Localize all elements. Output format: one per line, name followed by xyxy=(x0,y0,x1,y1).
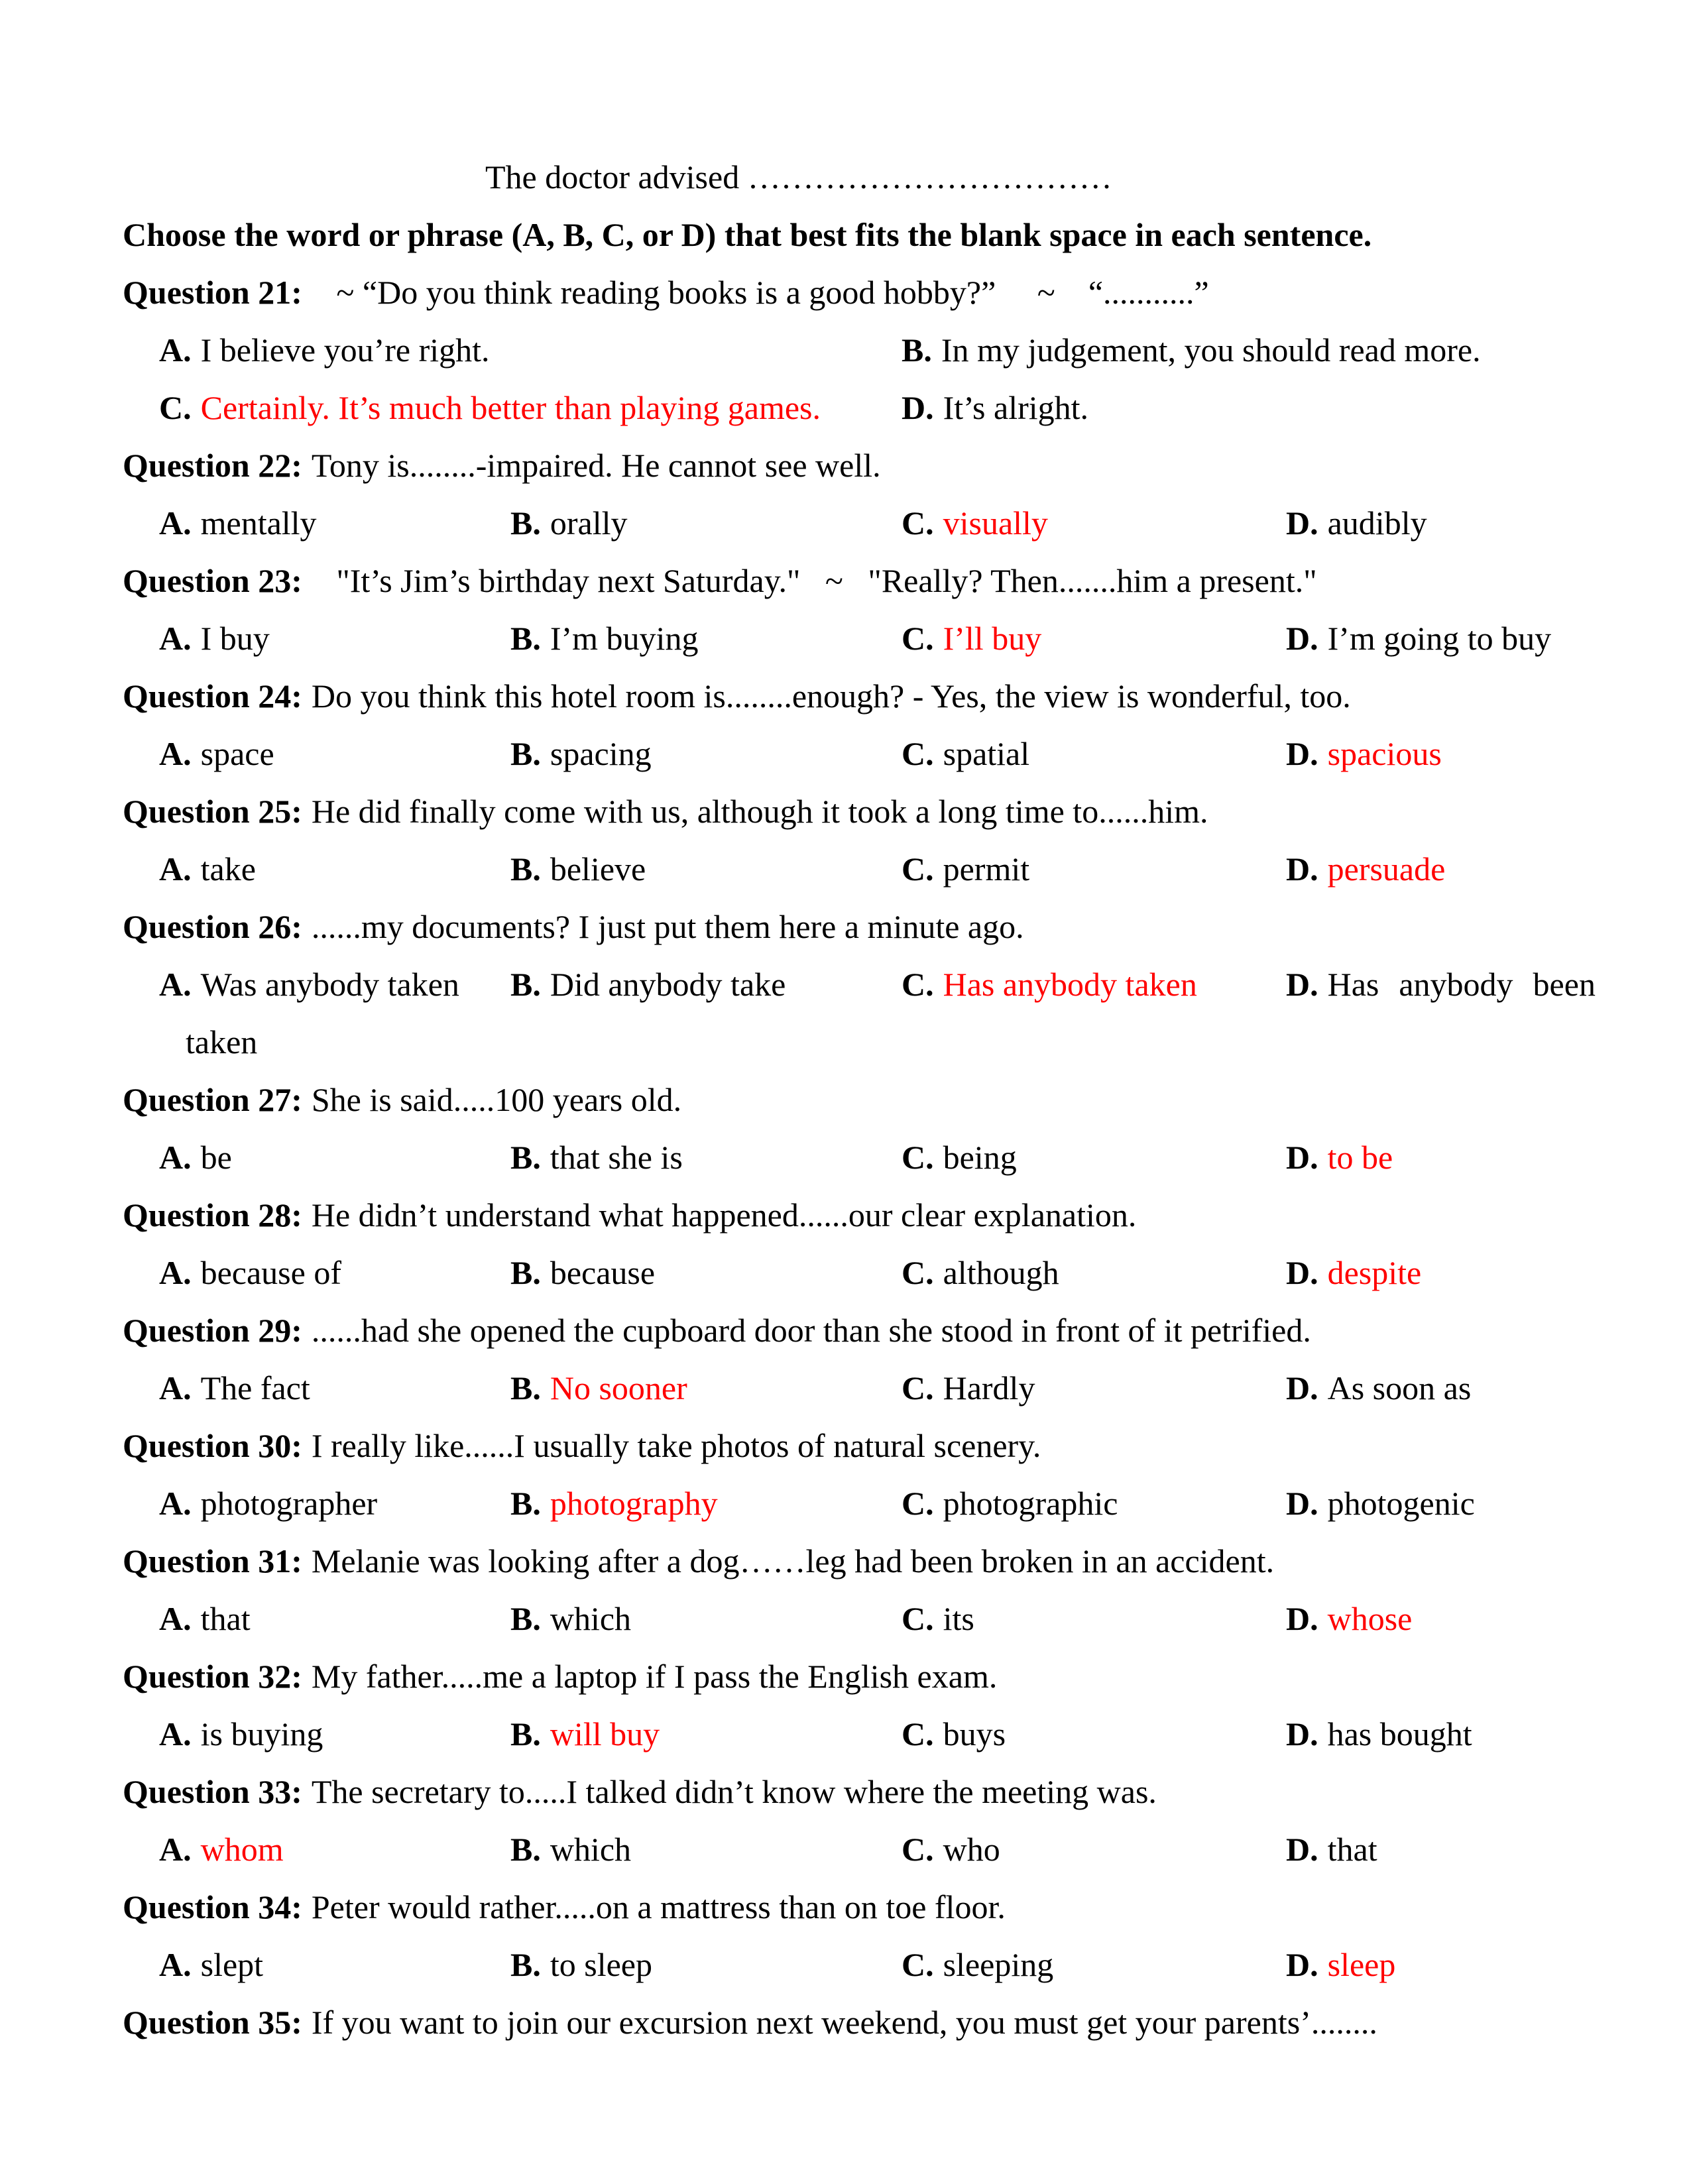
question-26 xyxy=(123,898,1638,956)
option-label: D. xyxy=(1286,504,1318,542)
option-c xyxy=(902,494,1048,552)
option-label: C. xyxy=(902,620,934,657)
option-text-correct: to be xyxy=(1327,1139,1393,1176)
question-label: Question 23: xyxy=(123,562,302,599)
option-label: B. xyxy=(510,1831,541,1868)
option-label: D. xyxy=(1286,1946,1318,1983)
question-24 xyxy=(123,667,1638,725)
option-text: that xyxy=(1327,1831,1377,1868)
option-text: permit xyxy=(943,850,1030,888)
question-text: He didn’t understand what happened......our clear explanation. xyxy=(311,1196,1137,1234)
question-21-options-row-1 xyxy=(123,321,1638,379)
question-22 xyxy=(123,437,1638,494)
question-31-options xyxy=(123,1590,1638,1648)
option-text-correct: I’ll buy xyxy=(943,620,1042,657)
option-label: B. xyxy=(510,966,541,1003)
option-b xyxy=(510,494,628,552)
option-label: C. xyxy=(902,504,934,542)
question-28 xyxy=(123,1186,1638,1244)
option-b xyxy=(510,1590,631,1648)
question-label: Question 30: xyxy=(123,1427,302,1464)
option-label: B. xyxy=(510,620,541,657)
option-text: photographer xyxy=(200,1485,378,1522)
option-b xyxy=(510,1936,652,1994)
option-label: C. xyxy=(902,850,934,888)
option-text: The fact xyxy=(200,1369,310,1407)
option-label: B. xyxy=(510,1254,541,1291)
option-b xyxy=(510,1359,687,1417)
option-label: B. xyxy=(510,850,541,888)
option-b xyxy=(510,725,652,783)
option-text: I’m buying xyxy=(550,620,699,657)
option-label: B. xyxy=(510,1715,541,1753)
option-c xyxy=(902,1244,1059,1302)
question-30 xyxy=(123,1417,1638,1475)
option-label: D. xyxy=(1286,1485,1318,1522)
option-label: C. xyxy=(902,1946,934,1983)
option-c xyxy=(902,1590,974,1648)
option-text: audibly xyxy=(1327,504,1427,542)
option-text: I buy xyxy=(200,620,270,657)
question-text: Do you think this hotel room is........enough? - Yes, the view is wonderful, too. xyxy=(311,677,1351,715)
option-label: D. xyxy=(1286,850,1318,888)
instruction-heading xyxy=(123,206,1638,264)
option-text: believe xyxy=(550,850,646,888)
option-label: C. xyxy=(902,1139,934,1176)
option-d xyxy=(1286,840,1445,898)
option-b xyxy=(902,321,1481,379)
option-text-correct: will buy xyxy=(550,1715,660,1753)
option-text-correct: visually xyxy=(943,504,1048,542)
option-text: photogenic xyxy=(1327,1485,1475,1522)
option-label: A. xyxy=(159,1600,192,1637)
option-text: sleeping xyxy=(943,1946,1054,1983)
option-a xyxy=(159,1129,232,1186)
option-text: Did anybody take xyxy=(550,966,786,1003)
question-text: I really like......I usually take photos of natural scenery. xyxy=(311,1427,1041,1464)
option-text: orally xyxy=(550,504,628,542)
question-label: Question 28: xyxy=(123,1196,302,1234)
question-text: If you want to join our excursion next weekend, you must get your parents’........ xyxy=(311,2004,1377,2041)
question-25 xyxy=(123,783,1638,840)
option-label: C. xyxy=(902,1715,934,1753)
question-34-options xyxy=(123,1936,1638,1994)
question-22-options xyxy=(123,494,1638,552)
option-label: C. xyxy=(902,1485,934,1522)
option-text: mentally xyxy=(200,504,317,542)
question-26-options xyxy=(123,956,1638,1013)
option-label: D. xyxy=(1286,735,1318,772)
question-text: My father.....me a laptop if I pass the English exam. xyxy=(311,1658,998,1695)
option-label: A. xyxy=(159,620,192,657)
option-text: to sleep xyxy=(550,1946,652,1983)
question-label: Question 21: xyxy=(123,274,302,311)
option-a xyxy=(159,840,256,898)
option-d xyxy=(1286,610,1551,667)
question-26-option-d-continuation xyxy=(123,1013,1638,1071)
question-text: Peter would rather.....on a mattress than on toe floor. xyxy=(311,1888,1006,1925)
option-c xyxy=(902,1705,1006,1763)
option-label: C. xyxy=(902,1600,934,1637)
option-c xyxy=(159,379,821,437)
option-label: A. xyxy=(159,1369,192,1407)
option-d xyxy=(1286,1821,1377,1878)
option-text: Has anybody been xyxy=(1327,966,1596,1003)
option-label: A. xyxy=(159,850,192,888)
option-text: photographic xyxy=(943,1485,1118,1522)
option-label: B. xyxy=(510,504,541,542)
option-d xyxy=(1286,1129,1393,1186)
option-d xyxy=(1286,725,1442,783)
option-text: It’s alright. xyxy=(943,389,1089,426)
option-label: B. xyxy=(902,331,932,369)
option-label: A. xyxy=(159,1946,192,1983)
question-28-options xyxy=(123,1244,1638,1302)
option-label: A. xyxy=(159,1139,192,1176)
question-label: Question 27: xyxy=(123,1081,302,1118)
option-label: D. xyxy=(1286,1600,1318,1637)
option-text-correct: sleep xyxy=(1327,1946,1396,1983)
option-label: C. xyxy=(902,1254,934,1291)
option-label: D. xyxy=(1286,1831,1318,1868)
option-a xyxy=(159,1244,341,1302)
question-21-options-row-2 xyxy=(123,379,1638,437)
question-label: Question 32: xyxy=(123,1658,302,1695)
option-text: who xyxy=(943,1831,1000,1868)
option-text-correct: spacious xyxy=(1327,735,1442,772)
option-label: D. xyxy=(1286,1369,1318,1407)
question-35 xyxy=(123,1994,1638,2051)
option-b xyxy=(510,1475,718,1532)
question-label: Question 24: xyxy=(123,677,302,715)
question-33 xyxy=(123,1763,1638,1821)
option-label: D. xyxy=(1286,1139,1318,1176)
question-label: Question 26: xyxy=(123,908,302,945)
header-continuation-text: The doctor advised …………………………… xyxy=(485,158,1112,196)
option-text: buys xyxy=(943,1715,1006,1753)
question-27 xyxy=(123,1071,1638,1129)
option-text-correct: persuade xyxy=(1327,850,1446,888)
option-text-correct: whom xyxy=(200,1831,284,1868)
question-25-options xyxy=(123,840,1638,898)
option-text: I’m going to buy xyxy=(1327,620,1552,657)
option-text: that she is xyxy=(550,1139,683,1176)
option-d xyxy=(1286,1936,1395,1994)
option-text: I believe you’re right. xyxy=(200,331,490,369)
question-label: Question 35: xyxy=(123,2004,302,2041)
question-text: Tony is........-impaired. He cannot see well. xyxy=(311,447,881,484)
option-label: C. xyxy=(902,1369,934,1407)
option-b xyxy=(510,610,698,667)
option-text: take xyxy=(200,850,256,888)
option-label: C. xyxy=(902,966,934,1003)
option-label: D. xyxy=(1286,620,1318,657)
question-text: ~ “Do you think reading books is a good hobby?” ~ “...........” xyxy=(311,274,1209,311)
option-b xyxy=(510,956,786,1013)
option-a xyxy=(159,610,270,667)
option-text: because xyxy=(550,1254,656,1291)
option-d xyxy=(902,379,1088,437)
option-label: B. xyxy=(510,735,541,772)
option-text: slept xyxy=(200,1946,264,1983)
option-text-correct: whose xyxy=(1327,1600,1413,1637)
option-a xyxy=(159,321,490,379)
option-label: B. xyxy=(510,1139,541,1176)
header-continuation-line xyxy=(123,148,1638,206)
question-29-options xyxy=(123,1359,1638,1417)
option-d xyxy=(1286,1244,1421,1302)
option-c xyxy=(902,1359,1035,1417)
option-label: A. xyxy=(159,1254,192,1291)
option-label: B. xyxy=(510,1485,541,1522)
option-text: In my judgement, you should read more. xyxy=(941,331,1481,369)
option-b xyxy=(510,1244,655,1302)
question-text: ......had she opened the cupboard door than she stood in front of it petrified. xyxy=(311,1312,1311,1349)
question-text: "It’s Jim’s birthday next Saturday." ~ "Really? Then.......him a present." xyxy=(311,562,1317,599)
option-label: B. xyxy=(510,1946,541,1983)
option-label: A. xyxy=(159,504,192,542)
option-c xyxy=(902,1936,1053,1994)
question-32-options xyxy=(123,1705,1638,1763)
option-label: D. xyxy=(1286,1254,1318,1291)
option-d xyxy=(1286,1475,1475,1532)
question-27-options xyxy=(123,1129,1638,1186)
option-c xyxy=(902,725,1029,783)
option-c xyxy=(902,840,1029,898)
option-c xyxy=(902,956,1197,1013)
option-label: C. xyxy=(902,1831,934,1868)
option-c xyxy=(902,1821,1000,1878)
option-label: D. xyxy=(1286,1715,1318,1753)
option-text-correct: photography xyxy=(550,1485,718,1522)
option-text-correct: Has anybody taken xyxy=(943,966,1197,1003)
option-text: is buying xyxy=(200,1715,323,1753)
option-label: D. xyxy=(902,389,934,426)
question-text: She is said.....100 years old. xyxy=(311,1081,682,1118)
option-a xyxy=(159,1359,310,1417)
question-label: Question 29: xyxy=(123,1312,302,1349)
option-text: although xyxy=(943,1254,1059,1291)
question-text: ......my documents? I just put them here a minute ago. xyxy=(311,908,1024,945)
question-30-options xyxy=(123,1475,1638,1532)
question-24-options xyxy=(123,725,1638,783)
option-label: C. xyxy=(159,389,192,426)
option-label: A. xyxy=(159,966,192,1003)
option-label: A. xyxy=(159,1715,192,1753)
option-text: spacing xyxy=(550,735,652,772)
option-label: A. xyxy=(159,331,192,369)
option-a xyxy=(159,1705,323,1763)
question-21 xyxy=(123,264,1638,321)
option-d xyxy=(1286,1590,1412,1648)
question-23 xyxy=(123,552,1638,610)
option-c xyxy=(902,610,1041,667)
option-a xyxy=(159,956,459,1013)
option-text: because of xyxy=(200,1254,341,1291)
option-text: its xyxy=(943,1600,974,1637)
question-label: Question 25: xyxy=(123,793,302,830)
option-text: As soon as xyxy=(1327,1369,1472,1407)
question-text: He did finally come with us, although it took a long time to......him. xyxy=(311,793,1208,830)
option-text-correct: No sooner xyxy=(550,1369,687,1407)
option-text: has bought xyxy=(1327,1715,1472,1753)
option-d xyxy=(1286,1705,1472,1763)
question-text: Melanie was looking after a dog……leg had been broken in an accident. xyxy=(311,1542,1275,1580)
option-label: C. xyxy=(902,735,934,772)
question-31 xyxy=(123,1532,1638,1590)
option-label: A. xyxy=(159,1831,192,1868)
option-label: A. xyxy=(159,735,192,772)
option-b xyxy=(510,1821,631,1878)
option-text: that xyxy=(200,1600,251,1637)
option-text: Was anybody taken xyxy=(200,966,459,1003)
question-34 xyxy=(123,1878,1638,1936)
option-text: which xyxy=(550,1831,632,1868)
option-b xyxy=(510,1705,660,1763)
question-29 xyxy=(123,1302,1638,1359)
option-a xyxy=(159,1821,284,1878)
option-d xyxy=(1286,956,1596,1013)
option-text: Hardly xyxy=(943,1369,1035,1407)
question-33-options xyxy=(123,1821,1638,1878)
option-a xyxy=(159,725,274,783)
instruction-text: Choose the word or phrase (A, B, C, or D) that best fits the blank space in each sentence. xyxy=(123,216,1372,253)
option-text: being xyxy=(943,1139,1017,1176)
option-label: B. xyxy=(510,1600,541,1637)
option-d xyxy=(1286,494,1427,552)
question-23-options xyxy=(123,610,1638,667)
question-label: Question 33: xyxy=(123,1773,302,1810)
option-c xyxy=(902,1129,1017,1186)
option-label: D. xyxy=(1286,966,1318,1003)
option-a xyxy=(159,1936,263,1994)
option-d xyxy=(1286,1359,1471,1417)
question-text: The secretary to.....I talked didn’t know where the meeting was. xyxy=(311,1773,1157,1810)
option-c xyxy=(902,1475,1118,1532)
option-b xyxy=(510,840,646,898)
option-b xyxy=(510,1129,683,1186)
option-text: be xyxy=(200,1139,232,1176)
option-text: spatial xyxy=(943,735,1030,772)
option-text-continuation: taken xyxy=(186,1023,258,1061)
question-label: Question 22: xyxy=(123,447,302,484)
option-a xyxy=(159,1590,251,1648)
option-text-correct: despite xyxy=(1327,1254,1422,1291)
question-label: Question 34: xyxy=(123,1888,302,1925)
option-text: space xyxy=(200,735,274,772)
question-label: Question 31: xyxy=(123,1542,302,1580)
question-32 xyxy=(123,1648,1638,1705)
option-label: B. xyxy=(510,1369,541,1407)
option-text-correct: Certainly. It’s much better than playing games. xyxy=(200,389,821,426)
option-a xyxy=(159,494,317,552)
option-text: which xyxy=(550,1600,632,1637)
option-label: A. xyxy=(159,1485,192,1522)
option-a xyxy=(159,1475,377,1532)
